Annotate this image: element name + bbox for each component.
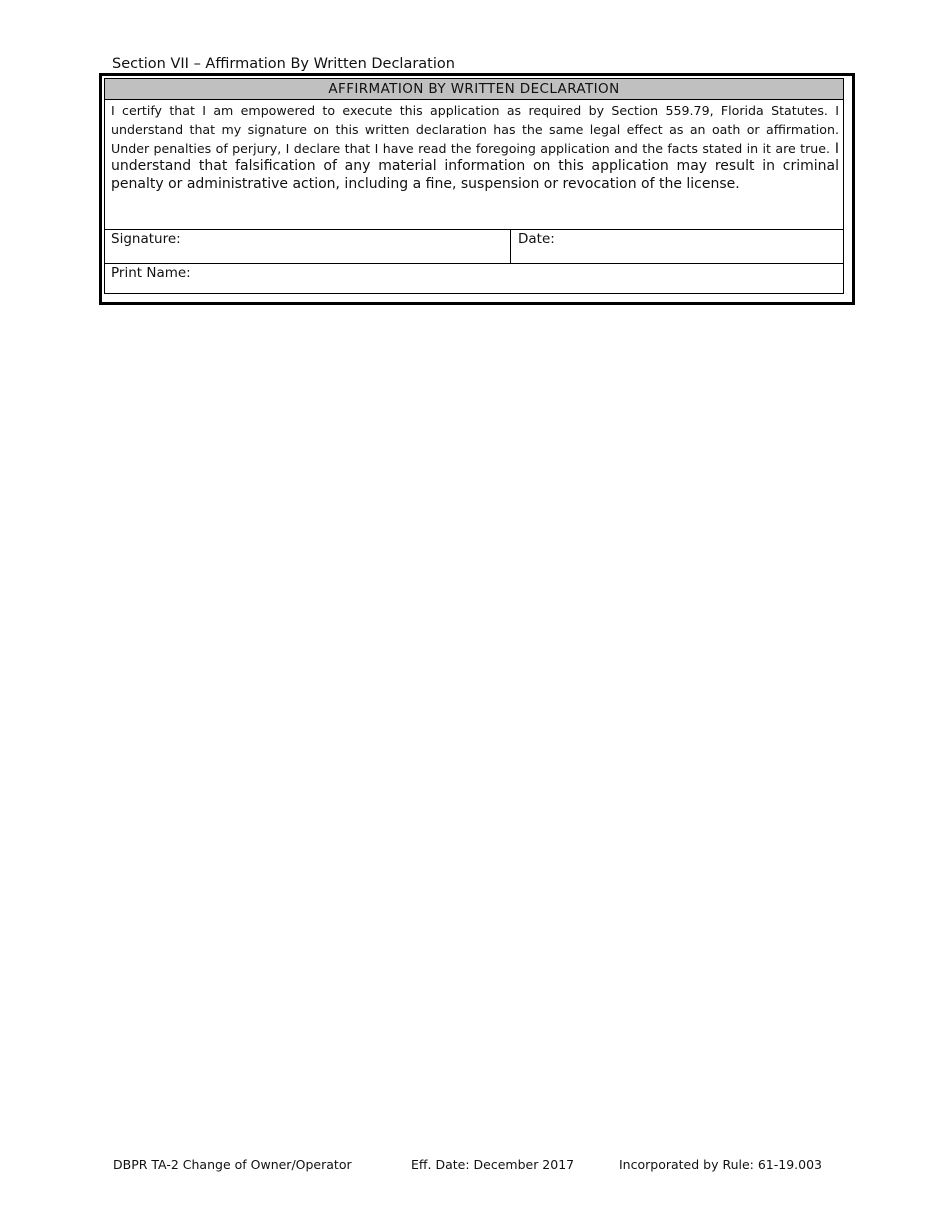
print-name-field[interactable] [205, 268, 835, 282]
affirmation-table [104, 78, 844, 294]
row-divider [105, 263, 843, 264]
signature-label: Signature: [111, 231, 181, 247]
section-heading: Section VII – Affirmation By Written Declaration [112, 56, 455, 72]
column-divider [510, 229, 511, 263]
row-divider [105, 229, 843, 230]
signature-field[interactable] [195, 234, 505, 248]
declaration-text [111, 102, 839, 194]
print-name-label: Print Name: [111, 265, 191, 281]
date-field[interactable] [565, 234, 835, 248]
affirmation-form-frame [99, 73, 855, 305]
declaration-text-part1: I certify that I am empowered to execute this application as required by Section 559.79, Florida Statutes. I understand that my signature on this written declaration has the same legal effect as an oath or affirmation. Under penalties of perjury, I declare that I have read the foregoing application and the facts stated in it are true. [111, 103, 839, 156]
footer-rule: Incorporated by Rule: 61-19.003 [619, 1157, 823, 1172]
declaration-text-part2: I understand that falsification of any material information on this application may result in criminal penalty or administrative action, including a fine, suspension or revocation of the license. [111, 140, 839, 193]
footer-form-name: DBPR TA-2 Change of Owner/Operator [113, 1157, 352, 1172]
table-header: AFFIRMATION BY WRITTEN DECLARATION [105, 79, 843, 100]
date-label: Date: [518, 231, 555, 247]
footer-effective-date: Eff. Date: December 2017 [411, 1157, 575, 1172]
